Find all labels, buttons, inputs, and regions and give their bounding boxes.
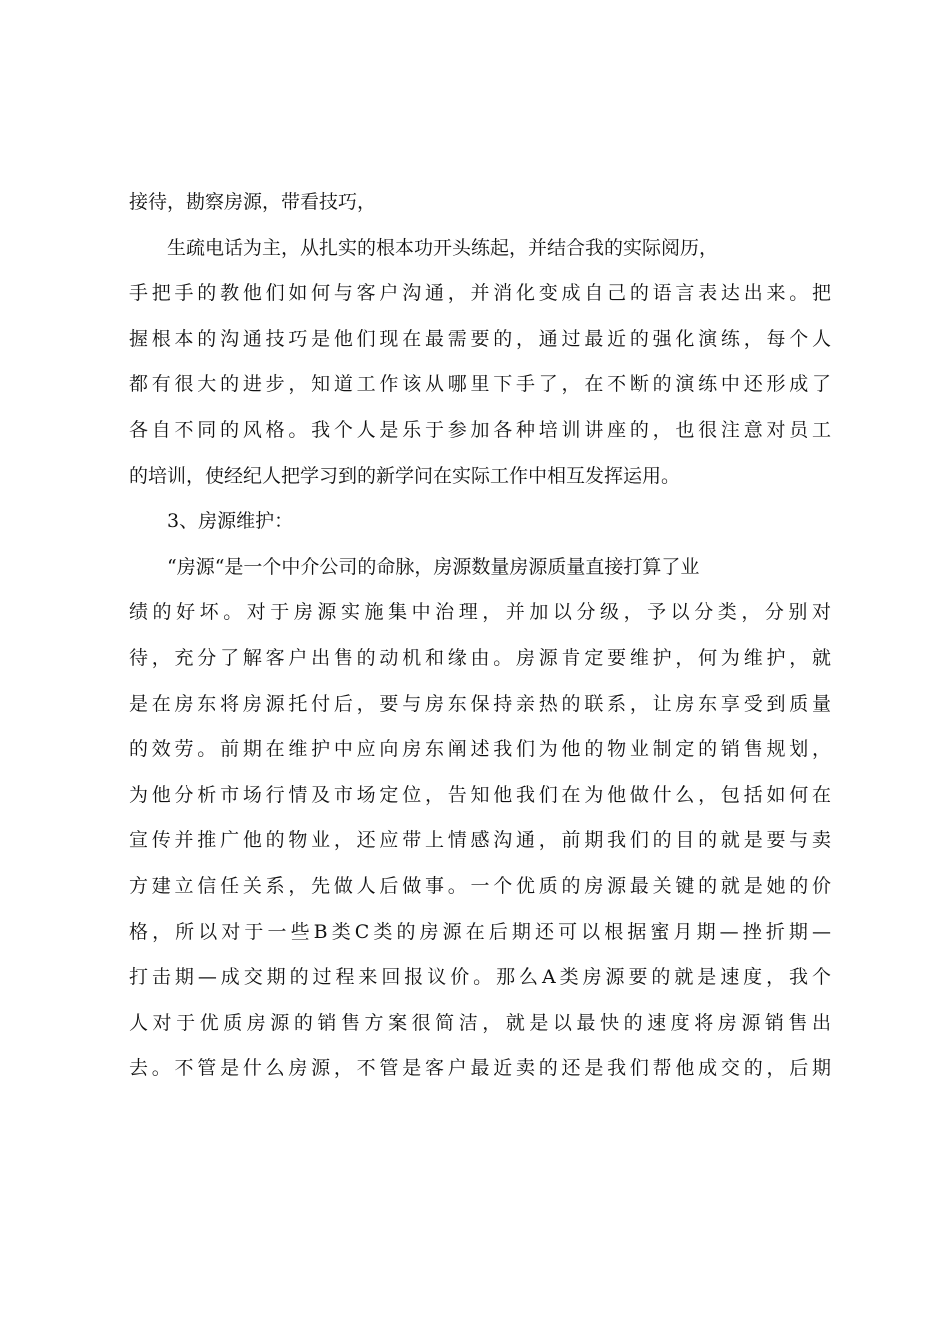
- text-line: 打击期—成交期的过程来回报议价。那么A类房源要的就是速度，我个: [129, 966, 831, 989]
- paragraph-start-line: 生疏电话为主，从扎实的根本功开头练起，并结合我的实际阅历，: [167, 236, 719, 259]
- section-heading: 3、房源维护：: [167, 510, 294, 533]
- text-line: 握根本的沟通技巧是他们现在最需要的，通过最近的强化演练，每个人: [129, 327, 831, 350]
- text-line: 都有很大的进步，知道工作该从哪里下手了，在不断的演练中还形成了: [129, 373, 831, 396]
- text-line: 手把手的教他们如何与客户沟通，并消化变成自己的语言表达出来。把: [129, 282, 831, 305]
- text-line: 宣传并推广他的物业，还应带上情感沟通，前期我们的目的就是要与卖: [129, 829, 831, 852]
- text-line: 的培训，使经纪人把学习到的新学问在实际工作中相互发挥运用。: [129, 464, 681, 487]
- text-line: 去。不管是什么房源，不管是客户最近卖的还是我们帮他成交的，后期: [129, 1057, 831, 1080]
- text-line: 为他分析市场行情及市场定位，告知他我们在为他做什么，包括如何在: [129, 783, 831, 806]
- body-text: [129, 180, 831, 1092]
- text-line: 人对于优质房源的销售方案很简洁，就是以最快的速度将房源销售出: [129, 1011, 831, 1034]
- text-line: 方建立信任关系，先做人后做事。一个优质的房源最关键的就是她的价: [129, 874, 831, 897]
- text-line: 格，所以对于一些B类C类的房源在后期还可以根据蜜月期—挫折期—: [129, 920, 831, 943]
- text-line: 各自不同的风格。我个人是乐于参加各种培训讲座的，也很注意对员工: [129, 418, 831, 441]
- text-line: 的效劳。前期在维护中应向房东阐述我们为他的物业制定的销售规划，: [129, 738, 831, 761]
- text-line: 是在房东将房源托付后，要与房东保持亲热的联系，让房东享受到质量: [129, 692, 831, 715]
- text-line: 待，充分了解客户出售的动机和缘由。房源肯定要维护，何为维护，就: [129, 646, 831, 669]
- text-line: 绩的好坏。对于房源实施集中治理，并加以分级，予以分类，分别对: [129, 601, 831, 624]
- paragraph-start-line: “房源“是一个中介公司的命脉，房源数量房源质量直接打算了业: [167, 555, 700, 578]
- text-line: 接待，勘察房源，带看技巧，: [129, 191, 377, 213]
